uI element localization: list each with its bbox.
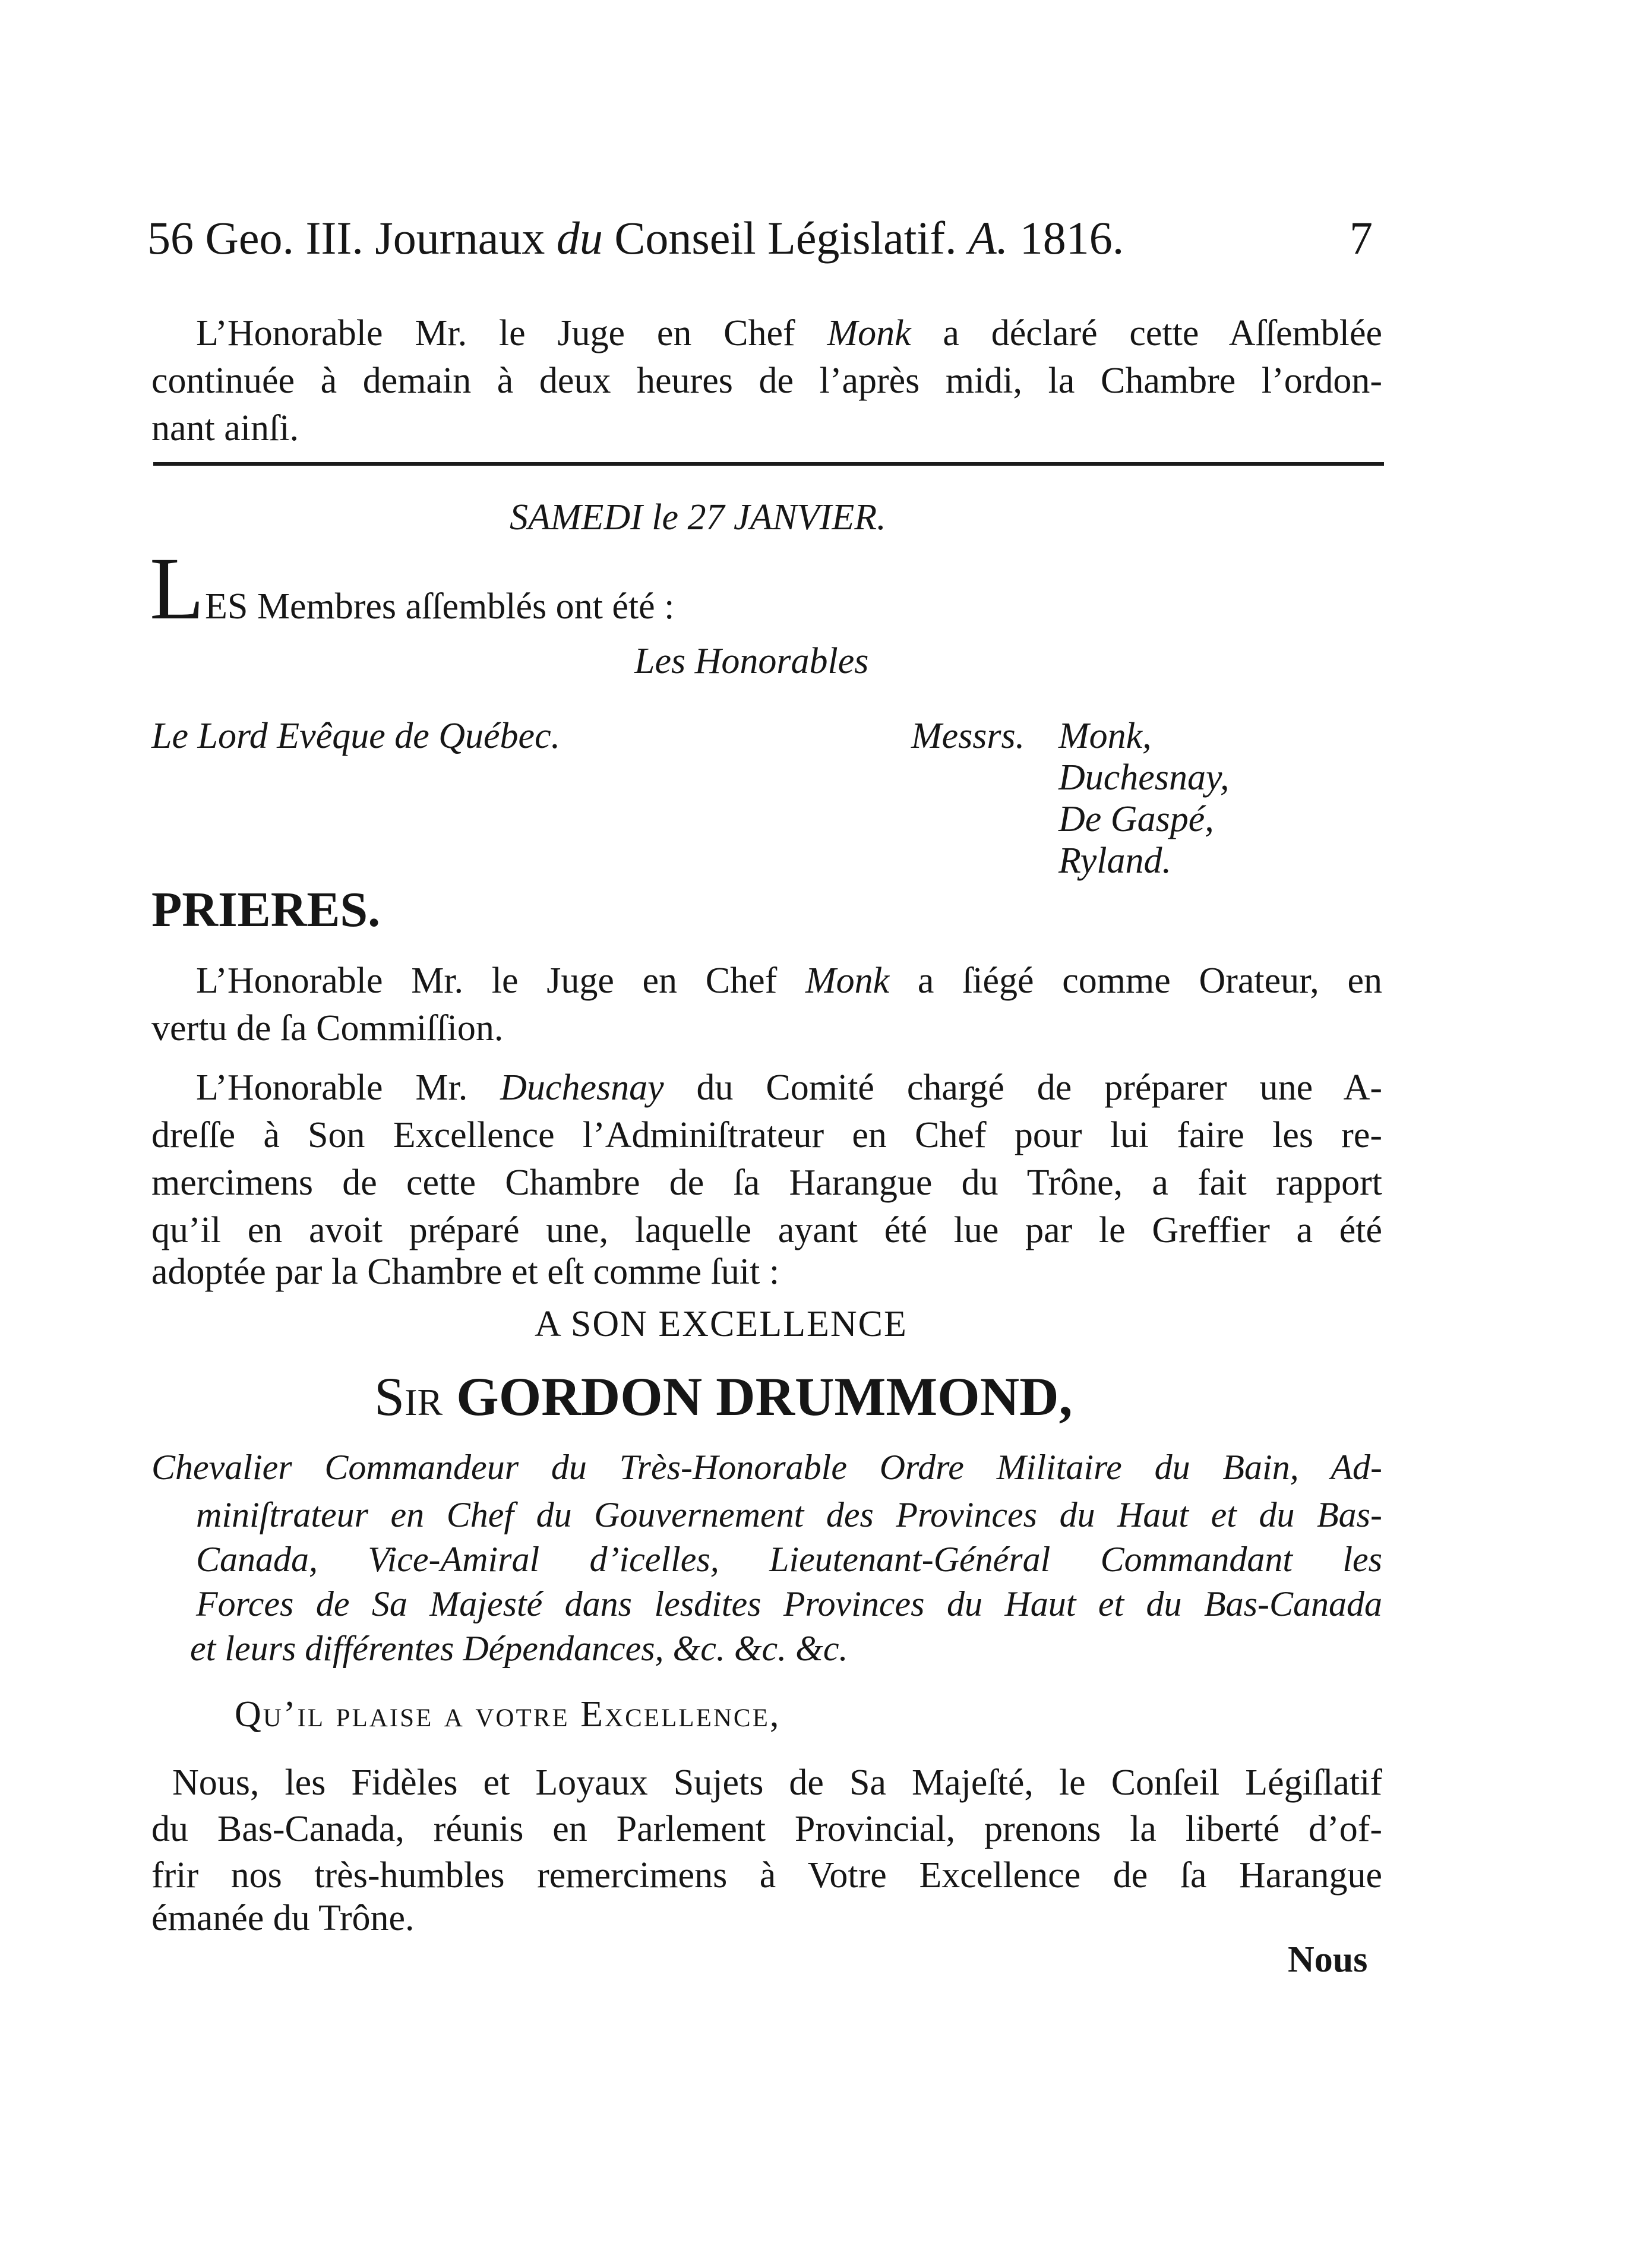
header-session: 56 Geo. III. <box>147 212 364 264</box>
prieres-heading: PRIERES. <box>151 882 381 937</box>
date-heading <box>510 499 886 536</box>
addressee <box>374 1366 1073 1427</box>
header-du: du <box>556 212 603 264</box>
rapport-line-3: mercimens de cette Chambre de ſa Harangue du Trône, a fait rapport <box>151 1163 1382 1203</box>
opening-text: L’Honorable Mr. le Juge en Chef <box>196 313 795 353</box>
opening-line-2: continuée à demain à deux heures de l’après midi, la Chambre l’ordon- <box>151 361 1382 401</box>
date-heading-text: SAMEDI le 27 JANVIER. <box>510 497 886 538</box>
member-right: Duchesnay, <box>1058 757 1230 798</box>
running-header <box>147 212 1124 264</box>
header-journaux: Journaux <box>375 212 545 264</box>
member-right: Monk, <box>1058 716 1152 756</box>
member-left: Le Lord Evêque de Québec. <box>151 716 561 756</box>
address-body-line-1: Nous, les Fidèles et Loyaux Sujets de Sa Majeſté, le Conſeil Légiſlatif <box>172 1762 1382 1803</box>
orateur-text: L’Honorable Mr. le Juge en Chef <box>196 961 778 1001</box>
titles-line-3: Canada, Vice-Amiral d’icelles, Lieutenant-Général Commandant les <box>196 1540 1382 1579</box>
page-number: 7 <box>1350 212 1373 264</box>
rapport-line-4: qu’il en avoit préparé une, laquelle ayant été lue par le Greffier a été <box>151 1210 1382 1250</box>
orateur-text: a ſiégé comme Orateur, en <box>917 961 1383 1001</box>
titles-line-4: Forces de Sa Majesté dans lesdites Provinces du Haut et du Bas-Canada <box>196 1584 1382 1623</box>
address-body-line-3: frir nos très-humbles remercimens à Votre Excellence de ſa Harangue <box>151 1855 1382 1896</box>
salutation: Qu’il plaise a votre Excellence, <box>235 1694 781 1735</box>
address-to: A SON EXCELLENCE <box>535 1304 908 1344</box>
drop-cap: L <box>150 539 204 638</box>
titles-line-2: miniſtrateur en Chef du Gouvernement des Provinces du Haut et du Bas- <box>196 1495 1382 1534</box>
addressee-name: GORDON DRUMMOND, <box>456 1366 1073 1427</box>
rapport-line-1 <box>196 1069 1382 1106</box>
titles-line-1: Chevalier Commandeur du Très-Honorable Ordre Militaire du Bain, Ad- <box>151 1448 1382 1487</box>
name-duchesnay: Duchesnay <box>500 1067 664 1108</box>
name-monk: Monk <box>827 313 911 353</box>
rapport-text: L’Honorable Mr. <box>196 1067 468 1108</box>
opening-line-3: nant ainſi. <box>151 408 299 448</box>
catchword: Nous <box>1288 1940 1368 1980</box>
section-divider <box>153 462 1384 466</box>
opening-text: a déclaré cette Aſſemblée <box>943 313 1383 353</box>
rapport-text: du Comité chargé de préparer une A- <box>696 1067 1383 1108</box>
header-conseil: Conseil Législatif. <box>614 212 957 264</box>
members-heading: ES Membres aſſemblés ont été : <box>205 586 675 627</box>
address-body-line-4: émanée du Trône. <box>151 1898 415 1938</box>
titles-line-5: et leurs différentes Dépendances, &c. &c. &c. <box>190 1629 848 1668</box>
orateur-line-1 <box>196 962 1382 999</box>
member-right: De Gaspé, <box>1058 799 1214 839</box>
honorables-label: Les Honorables <box>634 641 869 681</box>
address-body-line-2: du Bas-Canada, réunis en Parlement Provincial, prenons la liberté d’of- <box>151 1809 1382 1849</box>
rapport-line-5: adoptée par la Chambre et eſt comme ſuit : <box>151 1252 780 1292</box>
messrs-label: Messrs. <box>911 716 1025 756</box>
header-anno: A. <box>968 212 1009 264</box>
header-year: 1816. <box>1019 212 1124 264</box>
rapport-line-2: dreſſe à Son Excellence l’Adminiſtrateur en Chef pour lui faire les re- <box>151 1115 1382 1155</box>
opening-line-1 <box>196 315 1382 352</box>
orateur-line-2: vertu de ſa Commiſſion. <box>151 1008 504 1048</box>
name-monk: Monk <box>805 961 890 1001</box>
member-right: Ryland. <box>1058 841 1171 881</box>
addressee-title: Sir <box>374 1366 443 1427</box>
